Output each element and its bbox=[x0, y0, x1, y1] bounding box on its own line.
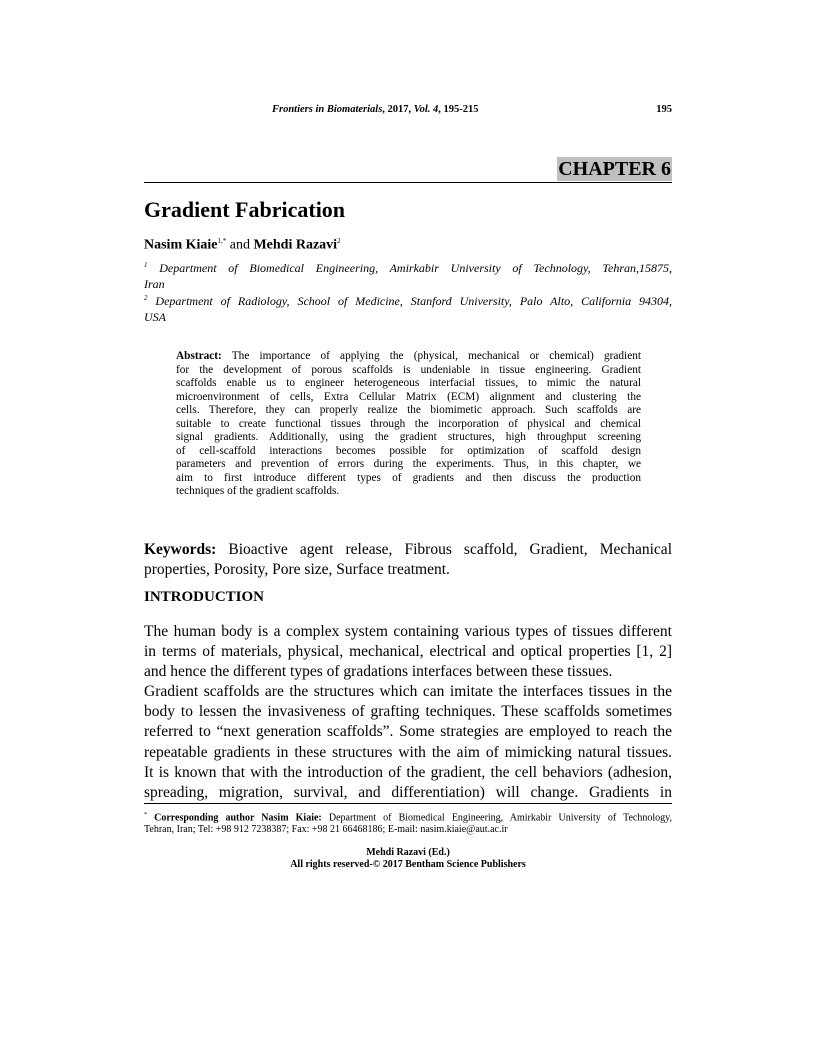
line-text: USA bbox=[144, 310, 166, 324]
text-line bbox=[144, 682, 672, 702]
text-line bbox=[176, 364, 641, 378]
text-line bbox=[144, 540, 672, 560]
line-text: It is known that with the introduction of the gradient, the cell behaviors (adhesion, bbox=[144, 763, 672, 781]
line-text: spreading, migration, survival, and differentiation) will change. Gradients in bbox=[144, 784, 672, 802]
line-text: properties, Porosity, Pore size, Surface treatment. bbox=[144, 561, 450, 578]
line-text: of cell-scaffold interactions becomes possible for optimization of scaffold design bbox=[176, 444, 641, 457]
text-line bbox=[144, 824, 672, 836]
text-line bbox=[144, 743, 672, 763]
text-line bbox=[176, 445, 641, 459]
author-name: Mehdi Razavi bbox=[253, 237, 338, 253]
keywords-label: Keywords: bbox=[144, 541, 217, 558]
line-text: The human body is a complex system containing various types of tissues different bbox=[144, 623, 672, 640]
line-text: and hence the different types of gradations interfaces between these tissues. bbox=[144, 663, 613, 681]
line-text: Bioactive agent release, Fibrous scaffold, Gradient, Mechanical bbox=[216, 541, 672, 558]
author-name: Nasim Kiaie bbox=[144, 237, 218, 253]
text-line bbox=[144, 783, 672, 803]
line-text: in terms of materials, physical, mechanical, electrical and optical properties [1, 2] bbox=[144, 643, 672, 661]
footnote-sup: * bbox=[144, 812, 147, 818]
text-line bbox=[144, 309, 672, 325]
line-text: Gradient scaffolds are the structures which can imitate the interfaces tissues in the bbox=[144, 683, 672, 700]
line-text: Department of Radiology, School of Medicine, Stanford University, Palo Alto, California 94304, bbox=[147, 294, 672, 308]
line-text: signal gradients. Additionally, using the gradient structures, high throughput screening bbox=[176, 431, 641, 443]
line-text: parameters and prevention of errors during the experiments. Thus, in this chapter, we bbox=[176, 458, 641, 470]
line-text: body to lessen the invasiveness of grafting techniques. These scaffolds sometimes bbox=[144, 703, 672, 721]
line-text: Tehran, Iran; Tel: +98 912 7238387; Fax: +98 21 66468186; E-mail: nasim.kiaie@aut.ac.ir bbox=[144, 824, 508, 836]
chapter-label: CHAPTER 6 bbox=[558, 158, 671, 180]
text-line bbox=[176, 472, 641, 486]
footnote-rule bbox=[144, 803, 672, 804]
affiliation-sup: 2 bbox=[144, 294, 148, 302]
author-conj: and bbox=[226, 237, 254, 253]
abstract bbox=[176, 350, 641, 499]
body-paragraph bbox=[144, 622, 672, 683]
text-line bbox=[176, 377, 641, 391]
line-text: techniques of the gradient scaffolds. bbox=[176, 485, 340, 497]
footnote bbox=[144, 809, 672, 836]
line-text: microenvironment of cells, Extra Cellular Matrix (ECM) alignment and clustering the bbox=[176, 390, 641, 403]
author-sup: 2 bbox=[337, 237, 341, 245]
line-text: Iran bbox=[144, 277, 165, 291]
text-line bbox=[176, 418, 641, 432]
line-text: suitable to create functional tissues through the incorporation of physical and chemical bbox=[176, 417, 641, 430]
publisher-info bbox=[144, 847, 672, 871]
affiliation-sup: 1 bbox=[144, 261, 148, 269]
text-line bbox=[144, 290, 672, 309]
page-number: 195 bbox=[656, 104, 672, 115]
affiliation-1 bbox=[144, 257, 672, 292]
line-text: scaffolds enable us to engineer heterogeneous interfacial tissues, to mimic the natural bbox=[176, 377, 641, 389]
text-line bbox=[144, 809, 672, 824]
line-text: referred to “next generation scaffolds”. Some strategies are employed to reach the bbox=[144, 723, 672, 741]
text-line bbox=[176, 391, 641, 405]
line-text: cells. Therefore, they can properly realize the biomimetic approach. Such scaffolds are bbox=[176, 404, 641, 416]
header-rule bbox=[144, 182, 672, 183]
keywords bbox=[144, 540, 672, 580]
author-sup: 1,* bbox=[217, 237, 227, 245]
line-text: The importance of applying the (physical, mechanical or chemical) gradient bbox=[221, 350, 641, 362]
rights-line: All rights reserved-© 2017 Bentham Science Publishers bbox=[290, 859, 526, 870]
authors bbox=[144, 237, 341, 254]
footnote-label: Corresponding author Nasim Kiaie: bbox=[147, 812, 322, 824]
line-text: repeatable gradients in these structures with the aim of mimicking natural tissues. bbox=[144, 743, 672, 761]
text-line bbox=[144, 257, 672, 276]
text-line bbox=[176, 350, 641, 364]
line-text: for the development of porous scaffolds is undeniable in tissue engineering. Gradient bbox=[176, 363, 641, 376]
line-text: Department of Biomedical Engineering, Amirkabir University of Technology, bbox=[321, 812, 673, 824]
editor-line: Mehdi Razavi (Ed.) bbox=[366, 847, 450, 858]
chapter-title: Gradient Fabrication bbox=[144, 197, 346, 222]
text-line bbox=[144, 722, 672, 742]
text-line bbox=[144, 763, 672, 783]
text-line bbox=[176, 404, 641, 418]
text-line bbox=[144, 622, 672, 642]
text-line bbox=[176, 485, 641, 499]
text-line bbox=[144, 662, 672, 682]
affiliation-2 bbox=[144, 290, 672, 325]
abstract-label: Abstract: bbox=[176, 350, 222, 362]
text-line bbox=[144, 560, 672, 580]
text-line bbox=[144, 702, 672, 722]
text-line bbox=[176, 458, 641, 472]
body-paragraph bbox=[144, 682, 672, 803]
line-text: aim to first introduce different types of gradients and then discuss the production bbox=[176, 471, 641, 484]
section-heading: INTRODUCTION bbox=[144, 589, 265, 605]
line-text: Department of Biomedical Engineering, Amirkabir University of Technology, Tehran,15875, bbox=[147, 261, 672, 275]
text-line bbox=[144, 642, 672, 662]
journal-citation: Frontiers in Biomaterials, 2017, Vol. 4, 195-215 bbox=[272, 104, 479, 115]
text-line bbox=[176, 431, 641, 445]
